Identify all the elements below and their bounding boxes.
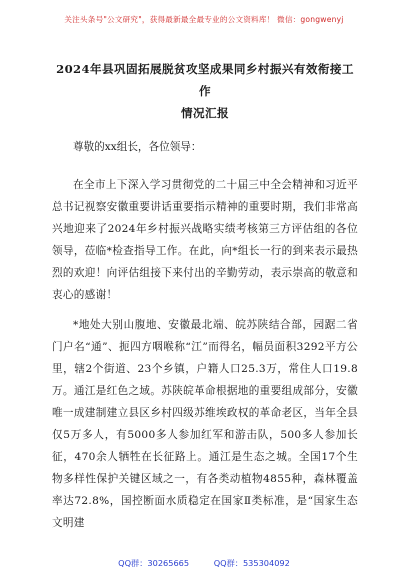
promo-banner	[0, 0, 408, 44]
paragraph-county-overview: *地处大别山腹地、安徽最北端、皖苏陕结合部，园踞二省门户名“通”、扼四方咽喉称“江”而得名，幅员面积3292平方公里，辖2个街道、23个乡镇，户籍人口25.3万，常住人口19.8万。通江是红色之域。苏陕皖革命根据地的重要组成部分，安徽唯一成建制建立县区乡村四级苏维埃政权的革命老区，当年全县仅5万多人，有5000多人参加红军和游击队，500多人参加长征，470余人牺牲在长征路上。通江是生态之城。全国17个生物多样性保护关键区域之一，有各类动植物4855种，森林覆盖率达72.8%，国控断面水质稳定在国家Ⅱ类标准，是“国家生态文明建	[52, 319, 358, 529]
promo-banner-text: 关注头条号"公文研究"，获得最新最全最专业的公文资料库！ 微信：gongwenyj	[64, 15, 344, 24]
qq-group-1: QQ群：30265665	[118, 558, 190, 568]
qq-group-2: QQ群：535304092	[213, 558, 290, 568]
document-title	[52, 58, 358, 124]
document-title-line2: 情况汇报	[181, 106, 229, 120]
salutation: 尊敬的xx组长，各位领导：	[73, 141, 202, 153]
footer-contacts	[0, 558, 408, 569]
document-page	[52, 58, 358, 534]
paragraph-welcome: 在全市上下深入学习贯彻党的二十届三中全会精神和习近平总书记视察安徽重要讲话重要指示精神的重要时期，我们非常高兴地迎来了2024年乡村振兴战略实绩考核第三方评估组的各位领导，莅临*检查指导工作。在此，向*组长一行的到来表示最热烈的欢迎！向评估组接下来付出的辛勤劳动，表示崇高的敬意和衷心的感谢！	[52, 179, 358, 301]
document-title-line1: 2024年县巩固拓展脱贫攻坚成果同乡村振兴有效衔接工作	[56, 62, 354, 98]
